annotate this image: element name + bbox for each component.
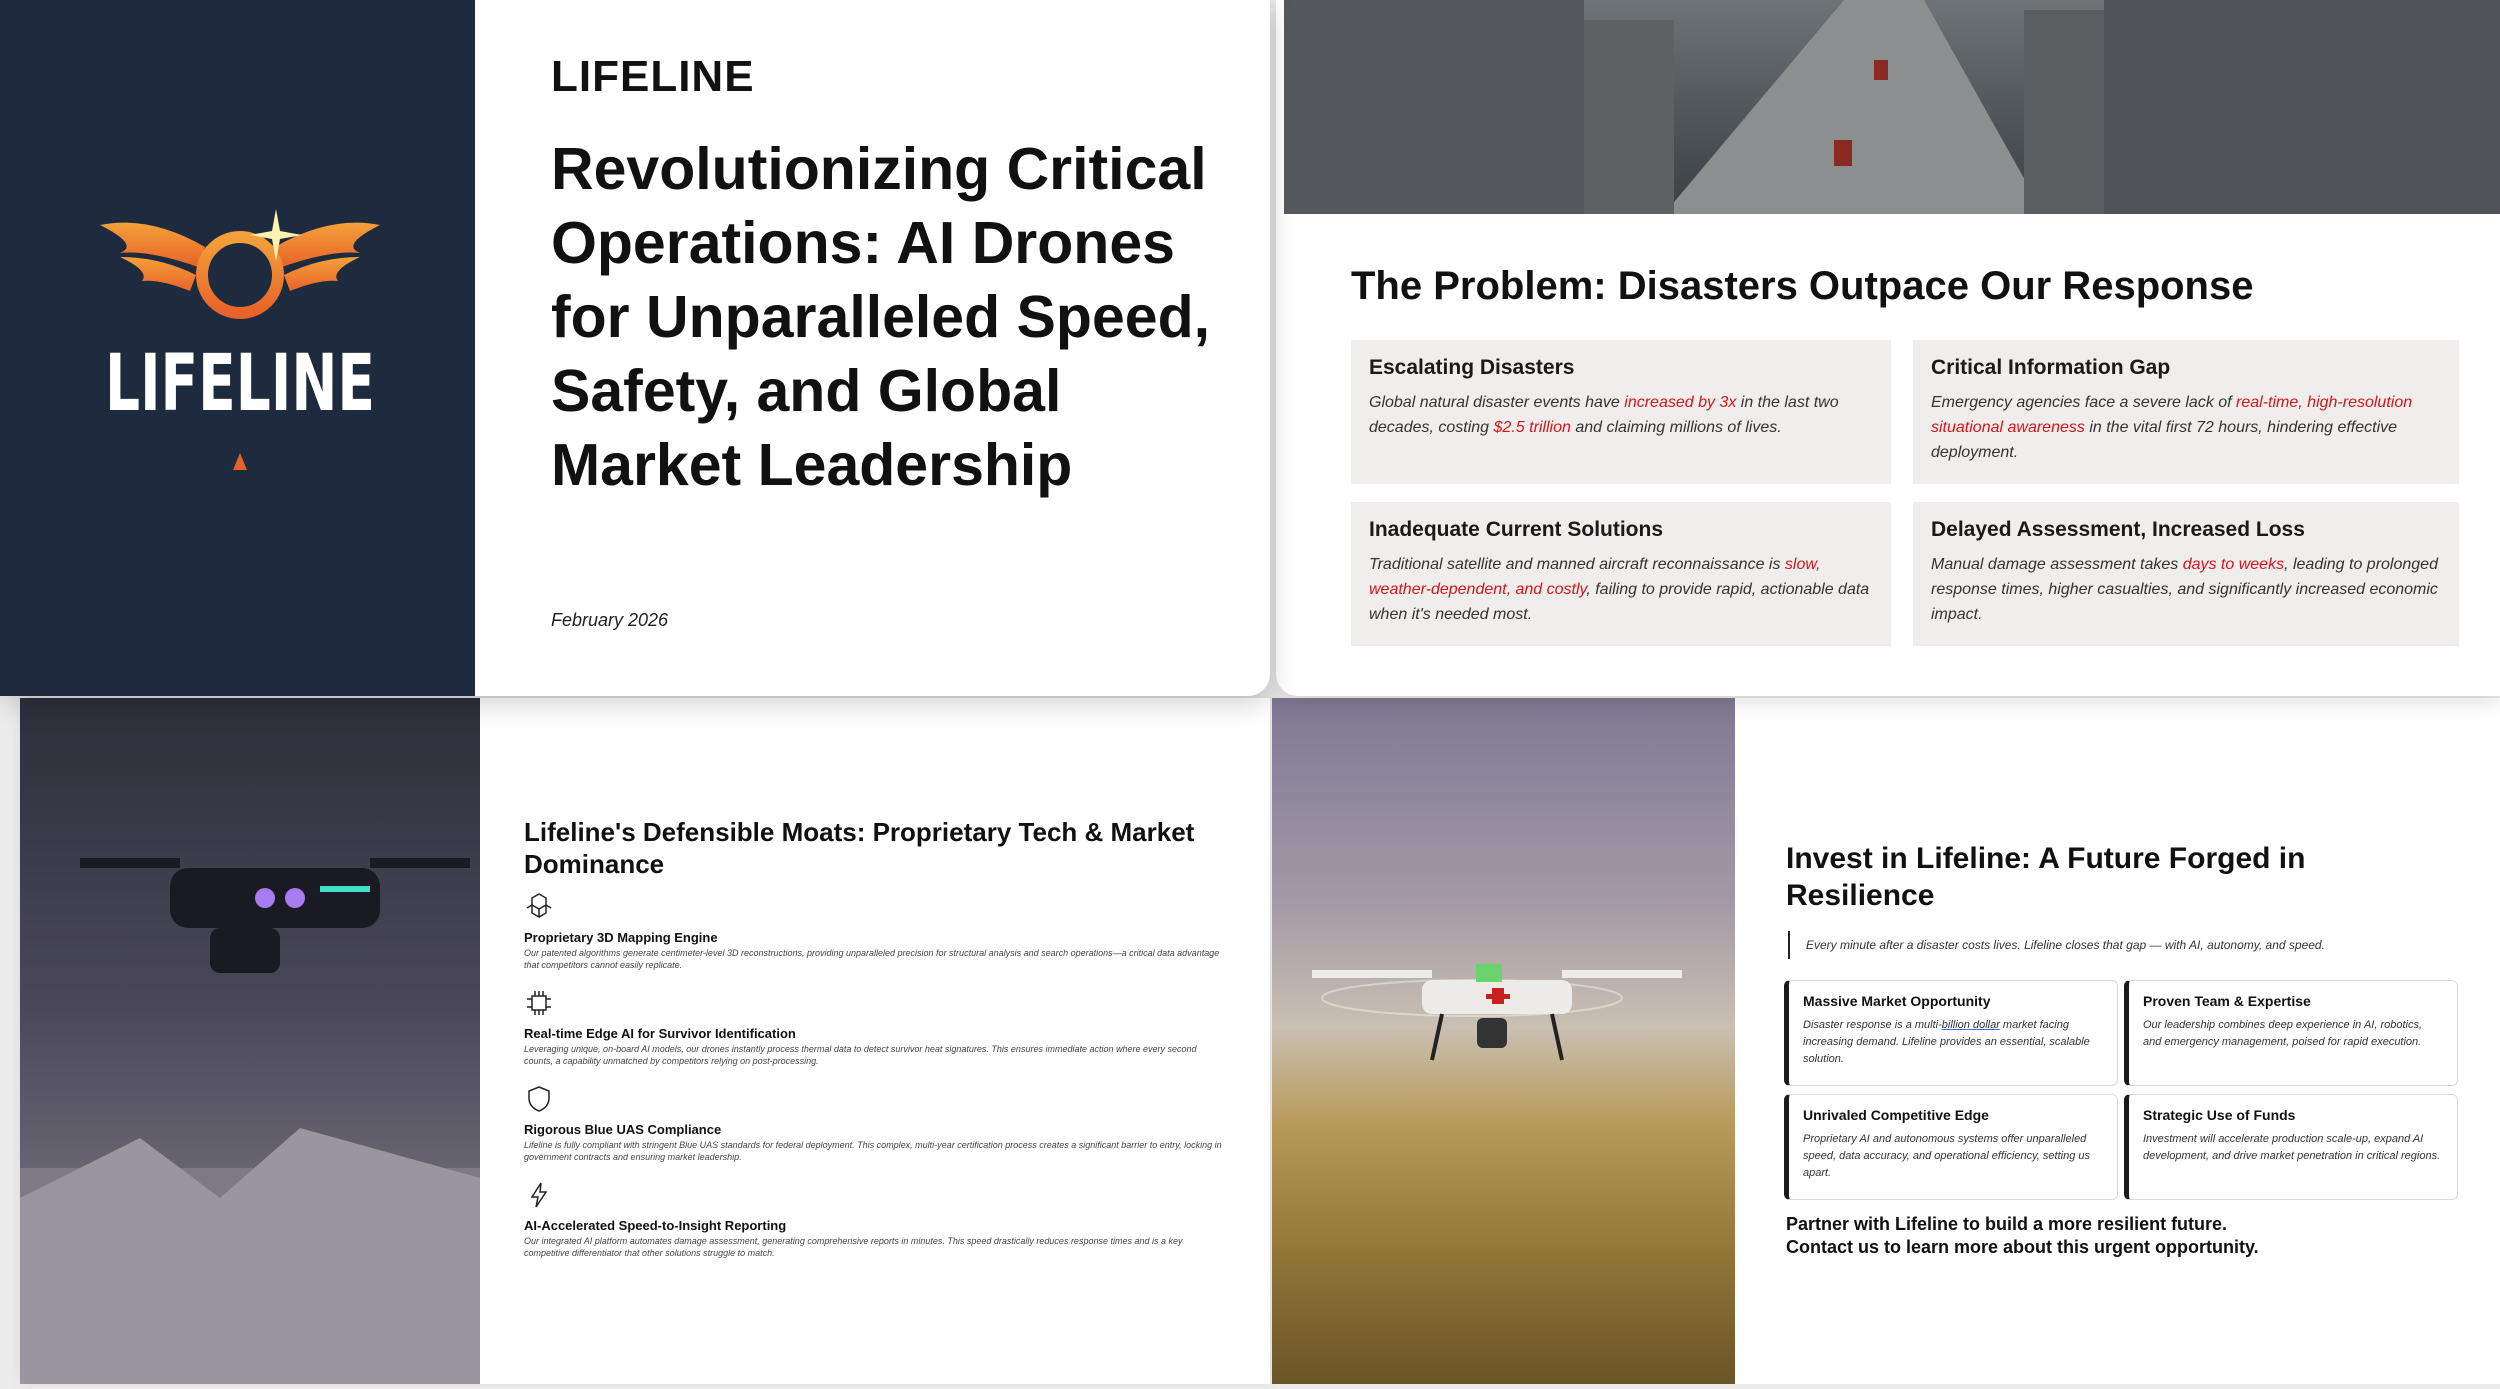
ruined-city-photo [1284, 0, 2500, 214]
card-heading: Critical Information Gap [1931, 356, 2171, 379]
call-to-action [1786, 1213, 2446, 1259]
problem-card [1913, 502, 2459, 646]
invest-card [2124, 980, 2458, 1086]
moat-body: Our patented algorithms generate centimeter-level 3D reconstructions, providing unparalleled precision for structural analysis and search operations—a critical data advantage that competitors cannot easily replicate. [524, 948, 1220, 970]
brand-name: LIFELINE [551, 52, 755, 101]
presentation-date: February 2026 [551, 610, 669, 630]
moat-body: Our integrated AI platform automates damage assessment, generating comprehensive reports in minutes. This speed drastically reduces response times and is a key competitive differentiator that other solutions struggle to match. [524, 1236, 1183, 1258]
card-heading: Strategic Use of Funds [2143, 1107, 2296, 1123]
field-drone-illustration [1272, 698, 1735, 1384]
logo-panel [0, 0, 475, 696]
card-heading: Proven Team & Expertise [2143, 993, 2311, 1009]
ring-icon [202, 237, 278, 313]
slide-moats[interactable] [20, 698, 1270, 1384]
cta-line: Contact us to learn more about this urgent opportunity. [1786, 1237, 2259, 1257]
problem-card [1351, 340, 1891, 484]
invest-quote: Every minute after a disaster costs lives. Lifeline closes that gap — with AI, autonomy, and speed. [1788, 931, 2446, 959]
drone-field-photo [1272, 698, 1735, 1384]
problem-card [1913, 340, 2459, 484]
lightning-icon [524, 1180, 554, 1210]
card-heading: Inadequate Current Solutions [1369, 518, 1664, 541]
moat-heading: Proprietary 3D Mapping Engine [524, 930, 718, 945]
card-body: Disaster response is a multi-billion dollar market facing increasing demand. Lifeline provides an essential, scalable solution. [1803, 1019, 2090, 1065]
moat-heading: AI-Accelerated Speed-to-Insight Reporting [524, 1218, 787, 1233]
cta-line: Partner with Lifeline to build a more resilient future. [1786, 1214, 2228, 1234]
drone-illustration [20, 698, 480, 1384]
card-body: Emergency agencies face a severe lack of real-time, high-resolution situational awareness in the vital first 72 hours, hindering effective deployment. [1931, 394, 2413, 461]
moat-body: Leveraging unique, on-board AI models, our drones instantly process thermal data to detect survivor heat signatures. This ensures immediate action where every second counts, a capability unmatched by competitors relying on post-processing. [524, 1044, 1197, 1066]
card-body: Traditional satellite and manned aircraft reconnaissance is slow, weather-dependent, and costly, failing to provide rapid, actionable data when it's needed most. [1369, 556, 1870, 623]
moats-title: Lifeline's Defensible Moats: Proprietary Tech & Market Dominance [524, 817, 1195, 879]
slide-invest[interactable] [1272, 698, 2500, 1384]
lifeline-logo [80, 195, 400, 495]
hero-title: Revolutionizing Critical Operations: AI Drones for Unparalleled Speed, Safety, and Global Market Leadership [551, 136, 1210, 498]
card-body: Our leadership combines deep experience in AI, robotics, and emergency management, poised for rapid execution. [2143, 1019, 2423, 1048]
drone-night-photo [20, 698, 480, 1384]
shield-icon [524, 1084, 554, 1114]
card-heading: Massive Market Opportunity [1803, 993, 1991, 1009]
invest-card [2124, 1094, 2458, 1200]
cubes-icon [524, 891, 554, 921]
invest-title: Invest in Lifeline: A Future Forged in Resilience [1786, 842, 2306, 912]
logo-wordmark: LIFELINE [105, 339, 375, 429]
problem-title: The Problem: Disasters Outpace Our Response [1351, 264, 2254, 308]
flame-icon [233, 453, 247, 470]
card-body: Investment will accelerate production scale-up, expand AI development, and drive market penetration in critical regions. [2143, 1133, 2441, 1162]
slide-problem[interactable] [1276, 0, 2500, 696]
moat-heading: Rigorous Blue UAS Compliance [524, 1122, 722, 1137]
ruins-illustration [1284, 0, 2500, 214]
card-body: Manual damage assessment takes days to weeks, leading to prolonged response times, higher casualties, and significantly increased economic impact. [1931, 556, 2438, 623]
card-heading: Unrivaled Competitive Edge [1803, 1107, 1989, 1123]
slide-title[interactable] [0, 0, 1270, 696]
problem-card [1351, 502, 1891, 646]
card-body: Global natural disaster events have increased by 3x in the last two decades, costing $2.5 trillion and claiming millions of lives. [1369, 394, 1839, 436]
moat-heading: Real-time Edge AI for Survivor Identification [524, 1026, 796, 1041]
card-body: Proprietary AI and autonomous systems offer unparalleled speed, data accuracy, and operational efficiency, setting us apart. [1803, 1133, 2090, 1179]
chip-icon [524, 988, 554, 1018]
invest-card [1784, 1094, 2118, 1200]
moat-body: Lifeline is fully compliant with stringent Blue UAS standards for federal deployment. This complex, multi-year certification process creates a significant barrier to entry, locking in government contracts and ensuring market leadership. [524, 1140, 1222, 1162]
card-heading: Escalating Disasters [1369, 356, 1575, 379]
invest-card [1784, 980, 2118, 1086]
card-heading: Delayed Assessment, Increased Loss [1931, 518, 2305, 541]
